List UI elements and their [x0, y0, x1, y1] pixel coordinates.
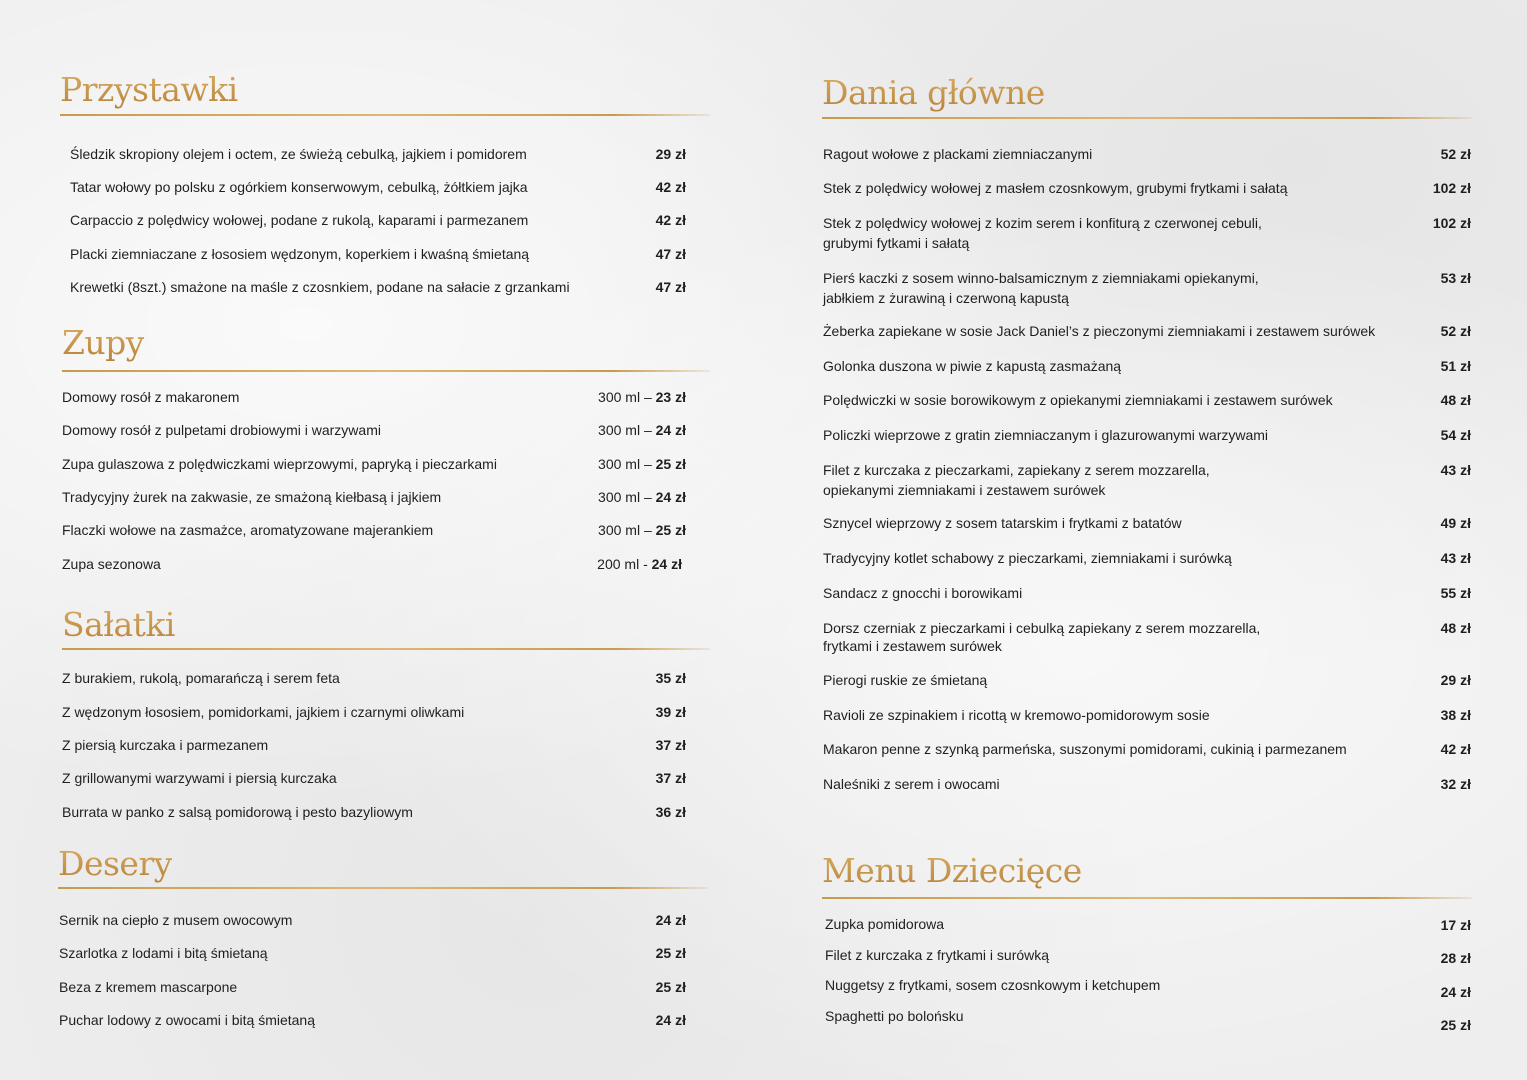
- section-divider: [58, 887, 708, 889]
- menu-item-name: Spaghetti po bolońsku: [825, 1008, 964, 1024]
- menu-item-price: 42 zł: [655, 212, 686, 228]
- menu-item-name: Z wędzonym łososiem, pomidorkami, jajkiem i czarnymi oliwkami: [62, 704, 465, 720]
- menu-item-volume: 300 ml –: [598, 389, 652, 405]
- section-divider: [60, 114, 710, 116]
- menu-item-name: Carpaccio z polędwicy wołowej, podane z rukolą, kaparami i parmezanem: [70, 212, 529, 228]
- menu-item-name: Szarlotka z lodami i bitą śmietaną: [59, 945, 268, 961]
- menu-item-price: 38 zł: [1440, 707, 1471, 723]
- menu-item-price: 29 zł: [1440, 672, 1471, 688]
- menu-item-name: Zupa gulaszowa z polędwiczkami wieprzowymi, papryką i pieczarkami: [62, 456, 497, 472]
- menu-item-name: Flaczki wołowe na zasmażce, aromatyzowane majerankiem: [62, 522, 434, 538]
- menu-item-name: Śledzik skropiony olejem i octem, ze świeżą cebulką, jajkiem i pomidorem: [70, 146, 527, 162]
- menu-item-price: 24 zł: [655, 489, 686, 505]
- menu-item-price: 24 zł: [651, 556, 682, 572]
- menu-item-price: 24 zł: [1440, 984, 1471, 1000]
- menu-item-volume: 300 ml –: [598, 422, 652, 438]
- menu-item-price: 25 zł: [655, 522, 686, 538]
- menu-item-name: Tatar wołowy po polsku z ogórkiem konserwowym, cebulką, żółtkiem jajka: [70, 179, 528, 195]
- menu-item-name: Filet z kurczaka z pieczarkami, zapiekany z serem mozzarella,: [823, 462, 1210, 478]
- menu-item-price: 37 zł: [655, 770, 686, 786]
- menu-item-name: Tradycyjny żurek na zakwasie, ze smażoną kiełbasą i jajkiem: [62, 489, 442, 505]
- menu-item-price: 55 zł: [1440, 585, 1471, 601]
- menu-item-name: Zupa sezonowa: [62, 556, 161, 572]
- section-title-salatki: Sałatki: [62, 605, 175, 644]
- menu-item-name-continued: grubymi fytkami i sałatą: [823, 235, 970, 251]
- menu-item-name: Placki ziemniaczane z łososiem wędzonym, koperkiem i kwaśną śmietaną: [70, 246, 530, 262]
- menu-item-price: 49 zł: [1440, 515, 1471, 531]
- menu-item-name: Burrata w panko z salsą pomidorową i pesto bazyliowym: [62, 804, 413, 820]
- menu-item: [823, 619, 1471, 657]
- menu-item-name: Pierś kaczki z sosem winno-balsamicznym z ziemniakami opiekanymi,: [823, 270, 1259, 286]
- menu-item-name: Dorsz czerniak z pieczarkami i cebulką zapiekany z serem mozzarella,: [823, 620, 1261, 636]
- menu-item-price: 39 zł: [655, 704, 686, 720]
- menu-item-price: 102 zł: [1432, 180, 1471, 196]
- menu-item-price: 29 zł: [655, 146, 686, 162]
- section-title-zupy: Zupy: [62, 323, 144, 362]
- section-divider: [62, 648, 710, 650]
- menu-item-price: 48 zł: [1440, 620, 1471, 636]
- menu-item-name: Sznycel wieprzowy z sosem tatarskim i frytkami z batatów: [823, 515, 1182, 531]
- menu-item-price: 42 zł: [1440, 741, 1471, 757]
- menu-item-price: 23 zł: [655, 389, 686, 405]
- menu-item-price: 32 zł: [1440, 776, 1471, 792]
- menu-item-name: Nuggetsy z frytkami, sosem czosnkowym i ketchupem: [825, 977, 1161, 993]
- menu-item-price: 42 zł: [655, 179, 686, 195]
- menu-item-volume: 200 ml -: [597, 556, 648, 572]
- menu-item-price: 52 zł: [1440, 146, 1471, 162]
- menu-item-price: 28 zł: [1440, 950, 1471, 966]
- menu-item-name: Z grillowanymi warzywami i piersią kurczaka: [62, 770, 337, 786]
- menu-item-name-continued: jabłkiem z żurawiną i czerwoną kapustą: [823, 290, 1069, 306]
- menu-item-price: 24 zł: [655, 912, 686, 928]
- menu-item-name: Sandacz z gnocchi i borowikami: [823, 585, 1023, 601]
- menu-item-price: 47 zł: [655, 246, 686, 262]
- menu-item-price: 25 zł: [655, 456, 686, 472]
- menu-item-price: 102 zł: [1432, 215, 1471, 231]
- menu-item-name: Stek z polędwicy wołowej z masłem czosnkowym, grubymi frytkami i sałatą: [823, 180, 1288, 196]
- menu-item-name: Ragout wołowe z plackami ziemniaczanymi: [823, 146, 1093, 162]
- section-title-desery: Desery: [58, 844, 172, 883]
- menu-item-name: Z burakiem, rukolą, pomarańczą i serem feta: [62, 670, 340, 686]
- menu-item-volume: 300 ml –: [598, 456, 652, 472]
- menu-item-price: 36 zł: [655, 804, 686, 820]
- section-divider: [822, 117, 1472, 119]
- menu-item: [823, 461, 1471, 499]
- menu-item-price: 37 zł: [655, 737, 686, 753]
- menu-item-name-continued: frytkami i zestawem surówek: [823, 638, 1002, 654]
- section-title-przystawki: Przystawki: [60, 70, 238, 109]
- menu-item-name: Policzki wieprzowe z gratin ziemniaczanym i glazurowanymi warzywami: [823, 427, 1269, 443]
- menu-item-name: Filet z kurczaka z frytkami i surówką: [825, 947, 1050, 963]
- menu-item-name: Zupka pomidorowa: [825, 916, 945, 932]
- menu-item-price: 35 zł: [655, 670, 686, 686]
- menu-item-price: 25 zł: [655, 979, 686, 995]
- menu-item-price: 25 zł: [1440, 1017, 1471, 1033]
- menu-item-name: Żeberka zapiekane w sosie Jack Daniel’s z pieczonymi ziemniakami i zestawem surówek: [823, 323, 1376, 339]
- menu-item-name: Polędwiczki w sosie borowikowym z opiekanymi ziemniakami i zestawem surówek: [823, 392, 1333, 408]
- menu-item-name: Domowy rosół z pulpetami drobiowymi i warzywami: [62, 422, 381, 438]
- menu-item-volume: 300 ml –: [598, 489, 652, 505]
- menu-item: [823, 269, 1471, 307]
- menu-item-price: 25 zł: [655, 945, 686, 961]
- menu-item-name: Ravioli ze szpinakiem i ricottą w kremowo-pomidorowym sosie: [823, 707, 1210, 723]
- menu-item-price: 43 zł: [1440, 550, 1471, 566]
- menu-item-name: Makaron penne z szynką parmeńska, suszonymi pomidorami, cukinią i parmezanem: [823, 741, 1347, 757]
- menu-item-name: Tradycyjny kotlet schabowy z pieczarkami, ziemniakami i surówką: [823, 550, 1232, 566]
- menu-item-name: Sernik na ciepło z musem owocowym: [59, 912, 293, 928]
- menu-item-name: Domowy rosół z makaronem: [62, 389, 240, 405]
- menu-item-name: Pierogi ruskie ze śmietaną: [823, 672, 988, 688]
- menu-item-price: 47 zł: [655, 279, 686, 295]
- section-title-menu-dzieciece: Menu Dziecięce: [822, 851, 1082, 890]
- menu-item-name: Golonka duszona w piwie z kapustą zasmażaną: [823, 358, 1122, 374]
- menu-item-price: 24 zł: [655, 422, 686, 438]
- menu-item-name: Naleśniki z serem i owocami: [823, 776, 1000, 792]
- menu-item-price: 17 zł: [1440, 917, 1471, 933]
- menu-item-price: 54 zł: [1440, 427, 1471, 443]
- menu-item-name: Stek z polędwicy wołowej z kozim serem i konfiturą z czerwonej cebuli,: [823, 215, 1262, 231]
- menu-item-volume: 300 ml –: [598, 522, 652, 538]
- menu-item-name-continued: opiekanymi ziemniakami i zestawem surówek: [823, 482, 1106, 498]
- menu-item-name: Krewetki (8szt.) smażone na maśle z czosnkiem, podane na sałacie z grzankami: [70, 279, 570, 295]
- menu-item-price: 43 zł: [1440, 462, 1471, 478]
- menu-item: [823, 214, 1471, 252]
- section-divider: [822, 897, 1472, 899]
- menu-item-name: Puchar lodowy z owocami i bitą śmietaną: [59, 1012, 316, 1028]
- menu-item-price: 48 zł: [1440, 392, 1471, 408]
- menu-item-price: 52 zł: [1440, 323, 1471, 339]
- menu-item-price: 53 zł: [1440, 270, 1471, 286]
- section-title-dania-glowne: Dania główne: [822, 73, 1045, 112]
- menu-item-price: 24 zł: [655, 1012, 686, 1028]
- menu-item-price: 51 zł: [1440, 358, 1471, 374]
- section-divider: [62, 370, 710, 372]
- menu-item-name: Beza z kremem mascarpone: [59, 979, 238, 995]
- menu-item-name: Z piersią kurczaka i parmezanem: [62, 737, 269, 753]
